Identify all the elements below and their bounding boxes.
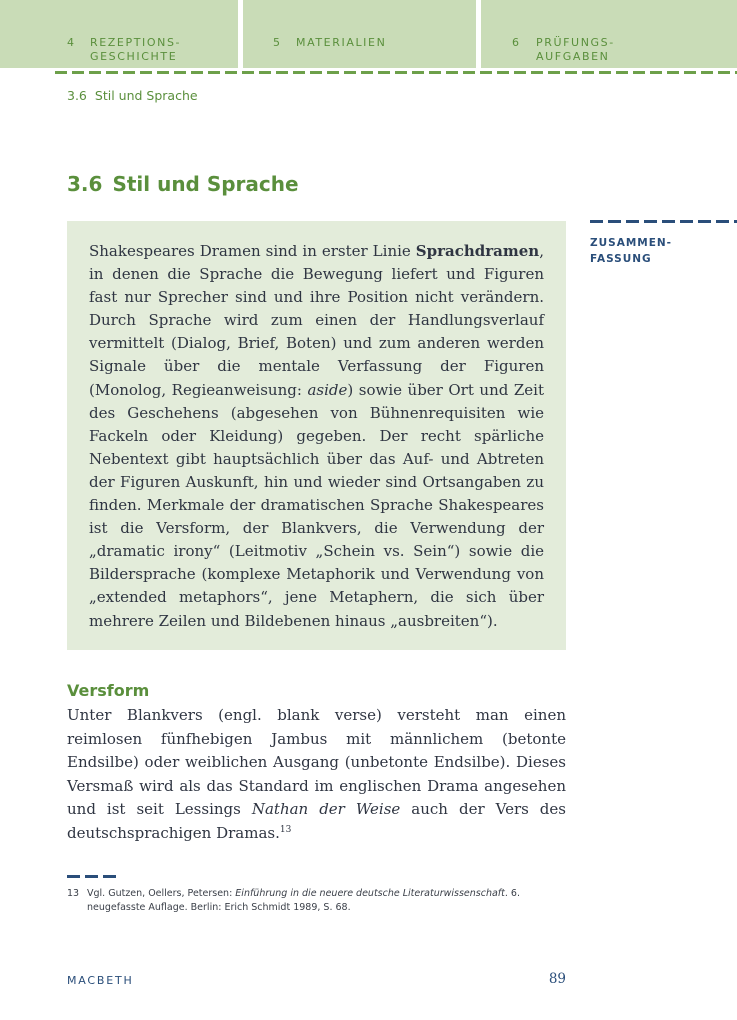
tab-label-line: GESCHICHTE	[90, 50, 178, 63]
tab-label-line: REZEPTIONS-	[90, 36, 182, 49]
breadcrumb	[67, 88, 198, 103]
section-heading	[67, 172, 299, 196]
footnote-reference[interactable]: 13	[279, 824, 292, 835]
summary-text-part: , in denen die Sprache die Bewegung liefert und Figuren fast nur Sprecher sind und ihre Position nicht verändern. Durch Sprache wird zum einen der Handlungsverlauf vermittelt (Dialog, Brief, Boten) und zum anderen werden Signale über die mentale Verfassung der Figuren (Monolog, Regieanweisung:	[89, 242, 544, 399]
tab-label-line: AUFGABEN	[536, 50, 610, 63]
tab-number: 4	[67, 36, 76, 49]
subheading-versform: Versform	[67, 681, 150, 700]
summary-text	[89, 240, 544, 633]
footnote	[67, 887, 566, 915]
book-title-italic: Nathan der Weise	[251, 800, 401, 818]
tab-label	[90, 36, 181, 64]
margin-dashed-divider	[590, 220, 737, 223]
summary-box	[67, 221, 566, 650]
footnote-divider	[67, 875, 119, 878]
tab-number: 5	[273, 36, 282, 49]
footnote-text	[87, 887, 566, 915]
margin-label-line: FASSUNG	[590, 253, 652, 265]
footnote-italic-title: Einführung in die neuere deutsche Literaturwissenschaft	[235, 888, 505, 899]
tab-label-line: PRÜFUNGS-	[536, 36, 615, 49]
header-dashed-divider	[55, 71, 737, 74]
page-number: 89	[548, 971, 566, 987]
footnote-text-part: Vgl. Gutzen, Oellers, Petersen:	[87, 888, 236, 899]
breadcrumb-title: Stil und Sprache	[94, 88, 198, 103]
summary-text-part: ) sowie über Ort und Zeit des Geschehens (abgesehen von Bühnenrequisiten wie Fackeln oder Kleidung) gegeben. Der recht spärliche Nebentext gibt hauptsächlich über das Auf- und Abtreten der Figuren Auskunft, hin und wieder sind Ortsangaben zu finden. Merkmale der dramatischen Sprache Shakespeares ist die Versform, der Blankvers, die Verwendung der „dramatic irony“ (Leitmotiv „Schein vs. Sein“) sowie die Bildersprache (komplexe Metaphorik und Verwendung von „extended metaphors“, jene Metaphern, die sich über mehrere Zeilen und Bildebenen hinaus „ausbreiten“).	[89, 380, 544, 630]
tab-rezeptionsgeschichte[interactable]	[0, 0, 238, 68]
summary-text-part: Shakespeares Dramen sind in erster Linie	[89, 242, 416, 260]
tab-label-line: MATERIALIEN	[296, 36, 387, 49]
footer-book-title: MACBETH	[67, 974, 134, 987]
margin-label-zusammenfassung	[590, 235, 672, 267]
summary-bold-term: Sprachdramen	[415, 242, 540, 260]
paragraph-text-part: Unter Blankvers (engl. blank verse) versteht man einen reimlosen fünfhebigen Jambus mit männlichem (betonte Endsilbe) oder weiblichen Ausgang (unbetonte Endsilbe). Dieses Versmaß wird als das Standard im englischen Drama angesehen und ist seit Lessings	[67, 706, 566, 818]
margin-label-line: ZUSAMMEN-	[590, 237, 673, 249]
section-number: 3.6	[67, 172, 103, 196]
tab-number: 6	[512, 36, 521, 49]
chapter-tab-bar	[0, 0, 737, 68]
breadcrumb-number: 3.6	[67, 88, 87, 103]
tab-label	[536, 36, 615, 64]
paragraph-text-part: auch der Vers des deutschsprachigen Dramas.	[67, 800, 566, 842]
tab-materialien[interactable]	[243, 0, 476, 68]
section-title: Stil und Sprache	[112, 172, 299, 196]
summary-italic-term: aside	[307, 380, 348, 399]
tab-label	[296, 36, 386, 50]
tab-pruefungsaufgaben[interactable]	[481, 0, 737, 68]
footnote-number: 13	[67, 888, 80, 899]
versform-paragraph	[67, 704, 566, 845]
footnote-text-part: . 6. neugefasste Auflage. Berlin: Erich Schmidt 1989, S. 68.	[87, 888, 520, 913]
